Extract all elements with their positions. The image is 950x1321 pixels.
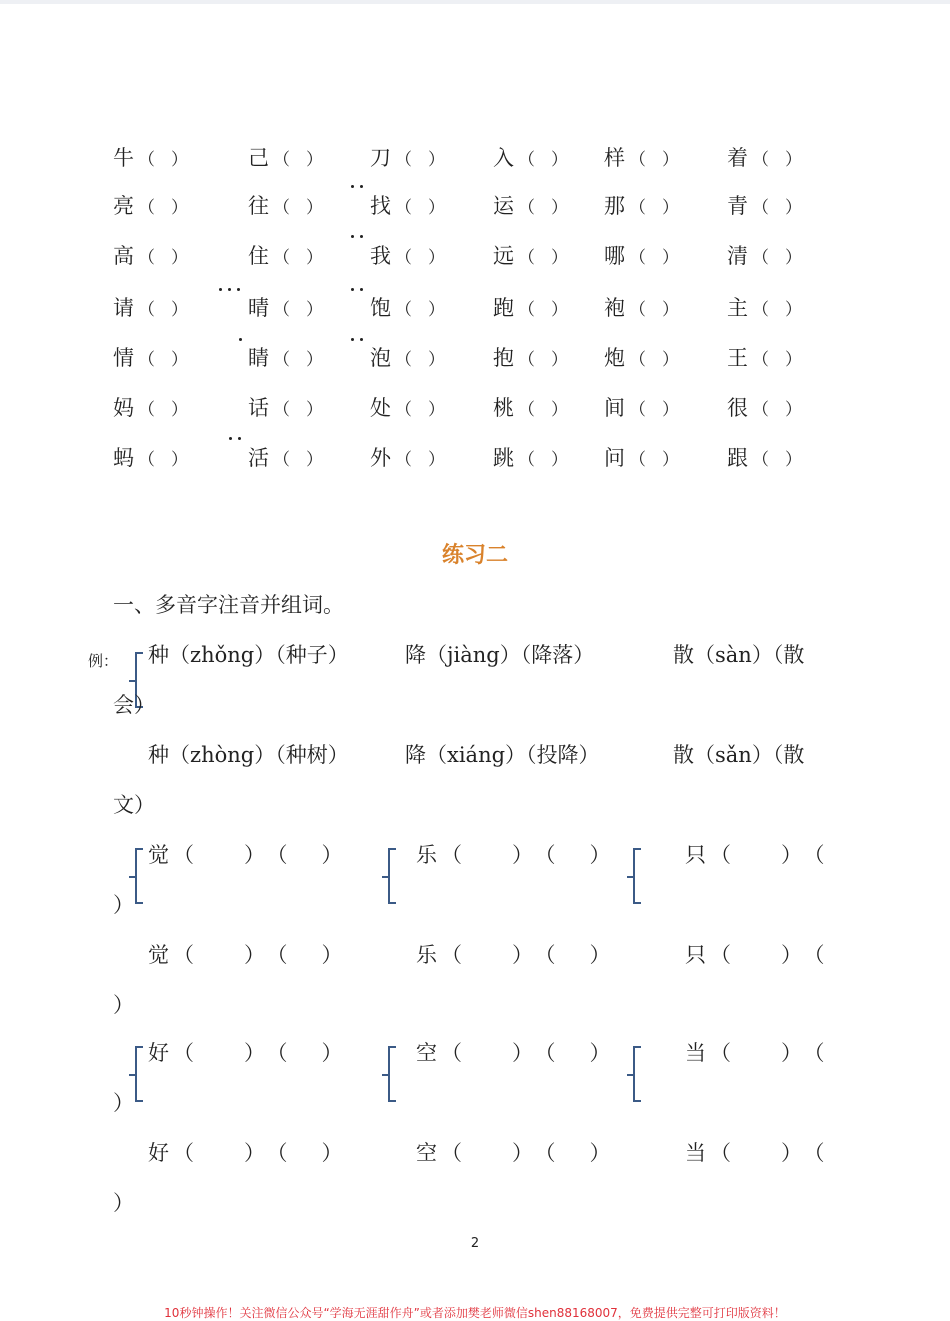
paren-open: （ (629, 198, 646, 218)
paren-close: ） (785, 150, 802, 170)
paren-open: （ (273, 248, 290, 268)
grid-cell (370, 241, 445, 273)
grid-char: 己 (248, 146, 269, 170)
grid-char: 处 (370, 396, 391, 420)
polyphone-char: 乐 (416, 943, 437, 967)
paren-open: （ (138, 350, 155, 370)
paren-close: ） (589, 843, 611, 867)
emphasis-dot (351, 235, 354, 238)
group-brace (633, 848, 645, 904)
paren-open: （ (545, 843, 556, 867)
paren-open: （ (629, 450, 646, 470)
paren-open: （ (277, 843, 288, 867)
grid-cell (493, 443, 568, 475)
paren-close: ） (662, 400, 679, 420)
emphasis-dot (351, 338, 354, 341)
emphasis-dot (229, 437, 232, 440)
paren-close: ） (428, 300, 445, 320)
grid-cell (248, 191, 323, 223)
paren-close: ） (171, 198, 188, 218)
paren-open: （ (395, 150, 412, 170)
paren-close: ） (244, 1041, 265, 1065)
paren-close: ） (321, 1141, 343, 1165)
paren-close: ） (321, 843, 343, 867)
paren-close: ） (244, 943, 265, 967)
example-label: 例： (88, 652, 119, 670)
emphasis-dot (351, 185, 354, 188)
grid-char: 外 (370, 446, 391, 470)
paren-open: （ (629, 400, 646, 420)
paren-close: ） (512, 843, 533, 867)
paren-open: （ (173, 1141, 194, 1165)
grid-char: 刀 (370, 146, 391, 170)
wrapped-paren: ） (113, 993, 134, 1017)
paren-close: ） (589, 943, 611, 967)
polyphone-char: 空 (416, 1141, 437, 1165)
paren-open: （ (441, 943, 462, 967)
emphasis-dot (360, 288, 363, 291)
paren-open: （ (518, 450, 535, 470)
footer-notice: 10秒钟操作！关注微信公众号“学海无涯甜作舟”或者添加樊老师微信shen88168007，免费提供完整可打印版资料！ (164, 1306, 786, 1320)
grid-char: 妈 (113, 396, 134, 420)
paren-close: ） (306, 248, 323, 268)
polyphone-char: 好 (148, 1141, 169, 1165)
paren-close: ） (428, 150, 445, 170)
paren-open: （ (441, 843, 462, 867)
polyphone-char: 好 (148, 1041, 169, 1065)
grid-row (0, 343, 950, 373)
paren-open: （ (273, 400, 290, 420)
polyphone-char: 觉 (148, 843, 169, 867)
grid-cell (248, 393, 323, 425)
paren-close: ） (551, 450, 568, 470)
paren-open: （ (752, 450, 769, 470)
paren-open: （ (629, 150, 646, 170)
grid-cell (370, 443, 445, 475)
grid-cell (727, 143, 802, 175)
paren-open: （ (814, 943, 825, 967)
paren-open: （ (277, 1141, 288, 1165)
grid-cell (370, 191, 445, 223)
example-row2-c: 散（sǎn）（散 (673, 743, 805, 767)
paren-close: ） (306, 450, 323, 470)
grid-char: 那 (604, 194, 625, 218)
grid-char: 饱 (370, 296, 391, 320)
paren-close: ） (428, 350, 445, 370)
paren-open: （ (518, 400, 535, 420)
emphasis-dot (237, 288, 240, 291)
paren-close: ） (306, 400, 323, 420)
grid-char: 找 (370, 194, 391, 218)
paren-close: ） (512, 1041, 533, 1065)
blank-entry (416, 840, 611, 870)
paren-close: ） (321, 1041, 343, 1065)
exercise-title: 练习二 (441, 543, 508, 568)
paren-open: （ (518, 198, 535, 218)
section-heading: 一、多音字注音并组词。 (113, 593, 344, 617)
grid-row (0, 191, 950, 221)
paren-close: ） (781, 943, 802, 967)
group-brace (633, 1046, 645, 1102)
paren-open: （ (395, 248, 412, 268)
paren-close: ） (785, 198, 802, 218)
emphasis-dot (351, 288, 354, 291)
paren-open: （ (138, 248, 155, 268)
paren-close: ） (306, 300, 323, 320)
polyphone-char: 当 (685, 1041, 706, 1065)
grid-char: 王 (727, 346, 748, 370)
grid-cell (113, 191, 188, 223)
group-brace (135, 848, 147, 904)
group-brace (135, 1046, 147, 1102)
paren-close: ） (551, 300, 568, 320)
paren-open: （ (629, 248, 646, 268)
emphasis-dot (219, 288, 222, 291)
grid-row (0, 293, 950, 323)
example-row1-c: 散（sàn）（散 (673, 643, 805, 667)
wrapped-paren: ） (113, 1091, 134, 1115)
paren-open: （ (752, 150, 769, 170)
grid-cell (604, 393, 679, 425)
paren-open: （ (138, 150, 155, 170)
paren-close: ） (551, 198, 568, 218)
paren-open: （ (629, 300, 646, 320)
grid-row (0, 393, 950, 423)
example-row2-b: 降（xiáng）（投降） (405, 743, 600, 767)
blank-entry (685, 940, 825, 970)
paren-close: ） (512, 1141, 533, 1165)
grid-row (0, 443, 950, 473)
paren-close: ） (428, 450, 445, 470)
grid-char: 青 (727, 194, 748, 218)
grid-char: 跟 (727, 446, 748, 470)
grid-cell (370, 393, 445, 425)
grid-char: 请 (113, 296, 134, 320)
grid-char: 清 (727, 244, 748, 268)
paren-open: （ (752, 248, 769, 268)
paren-close: ） (785, 248, 802, 268)
paren-open: （ (710, 843, 731, 867)
paren-open: （ (395, 450, 412, 470)
paren-close: ） (244, 1141, 265, 1165)
paren-close: ） (171, 248, 188, 268)
grid-char: 晴 (248, 296, 269, 320)
paren-open: （ (518, 248, 535, 268)
grid-char: 远 (493, 244, 514, 268)
paren-open: （ (138, 450, 155, 470)
emphasis-dot (360, 185, 363, 188)
grid-cell (493, 241, 568, 273)
grid-row (0, 241, 950, 271)
blank-entry (416, 1138, 611, 1168)
grid-cell (493, 343, 568, 375)
paren-open: （ (395, 198, 412, 218)
paren-close: ） (512, 943, 533, 967)
paren-open: （ (545, 943, 556, 967)
grid-char: 蚂 (113, 446, 134, 470)
grid-char: 跑 (493, 296, 514, 320)
paren-open: （ (441, 1041, 462, 1065)
paren-close: ） (785, 350, 802, 370)
grid-cell (370, 343, 445, 375)
grid-cell (727, 241, 802, 273)
paren-open: （ (277, 1041, 288, 1065)
paren-open: （ (138, 400, 155, 420)
example-row1-a: 种（zhǒng）（种子） (148, 643, 349, 667)
paren-close: ） (428, 248, 445, 268)
blank-entry (148, 940, 343, 970)
grid-cell (370, 143, 445, 175)
paren-close: ） (551, 350, 568, 370)
paren-close: ） (321, 943, 343, 967)
paren-close: ） (171, 350, 188, 370)
polyphone-char: 只 (685, 943, 706, 967)
paren-close: ） (428, 400, 445, 420)
grid-cell (727, 191, 802, 223)
paren-open: （ (710, 1041, 731, 1065)
blank-entry (685, 1038, 825, 1068)
grid-char: 我 (370, 244, 391, 268)
paren-open: （ (545, 1041, 556, 1065)
paren-open: （ (173, 943, 194, 967)
grid-cell (604, 241, 679, 273)
paren-open: （ (629, 350, 646, 370)
paren-open: （ (138, 198, 155, 218)
paren-close: ） (662, 350, 679, 370)
paren-open: （ (273, 300, 290, 320)
grid-cell (604, 443, 679, 475)
paren-close: ） (785, 450, 802, 470)
wrapped-paren: ） (113, 1191, 134, 1215)
grid-cell (493, 293, 568, 325)
grid-cell (113, 393, 188, 425)
polyphone-char: 觉 (148, 943, 169, 967)
grid-char: 炮 (604, 346, 625, 370)
grid-cell (493, 393, 568, 425)
emphasis-dot (360, 338, 363, 341)
emphasis-dot (360, 235, 363, 238)
grid-char: 袍 (604, 296, 625, 320)
grid-cell (604, 293, 679, 325)
paren-open: （ (752, 400, 769, 420)
grid-cell (248, 343, 323, 375)
example-row2-a: 种（zhòng）（种树） (148, 743, 349, 767)
paren-open: （ (518, 150, 535, 170)
paren-open: （ (752, 300, 769, 320)
paren-close: ） (662, 248, 679, 268)
blank-entry (148, 1038, 343, 1068)
paren-open: （ (752, 198, 769, 218)
top-border (0, 0, 950, 4)
grid-char: 样 (604, 146, 625, 170)
paren-open: （ (441, 1141, 462, 1165)
example-row1-b: 降（jiàng）（降落） (405, 643, 595, 667)
grid-cell (727, 393, 802, 425)
blank-entry (148, 840, 343, 870)
paren-open: （ (814, 1141, 825, 1165)
blank-entry (416, 1038, 611, 1068)
grid-cell (113, 443, 188, 475)
blank-entry (685, 1138, 825, 1168)
blank-entry (416, 940, 611, 970)
page-number: 2 (470, 1236, 480, 1251)
paren-close: ） (662, 150, 679, 170)
grid-char: 泡 (370, 346, 391, 370)
polyphone-char: 乐 (416, 843, 437, 867)
grid-char: 住 (248, 244, 269, 268)
grid-char: 往 (248, 194, 269, 218)
grid-char: 运 (493, 194, 514, 218)
blank-entry (148, 1138, 343, 1168)
paren-close: ） (171, 450, 188, 470)
polyphone-char: 当 (685, 1141, 706, 1165)
paren-open: （ (173, 1041, 194, 1065)
paren-close: ） (781, 1041, 802, 1065)
grid-cell (604, 143, 679, 175)
paren-open: （ (273, 198, 290, 218)
grid-cell (248, 241, 323, 273)
paren-close: ） (662, 300, 679, 320)
paren-open: （ (173, 843, 194, 867)
paren-close: ） (428, 198, 445, 218)
polyphone-char: 只 (685, 843, 706, 867)
grid-char: 睛 (248, 346, 269, 370)
grid-cell (113, 143, 188, 175)
grid-cell (370, 293, 445, 325)
paren-close: ） (306, 350, 323, 370)
grid-char: 话 (248, 396, 269, 420)
grid-char: 情 (113, 346, 134, 370)
paren-close: ） (551, 150, 568, 170)
paren-open: （ (395, 350, 412, 370)
polyphone-char: 空 (416, 1041, 437, 1065)
grid-cell (493, 191, 568, 223)
grid-char: 哪 (604, 244, 625, 268)
grid-row (0, 143, 950, 173)
paren-open: （ (395, 300, 412, 320)
paren-open: （ (273, 350, 290, 370)
paren-open: （ (710, 943, 731, 967)
paren-close: ） (781, 843, 802, 867)
paren-open: （ (138, 300, 155, 320)
grid-char: 着 (727, 146, 748, 170)
paren-open: （ (273, 150, 290, 170)
paren-close: ） (171, 150, 188, 170)
emphasis-dot (239, 338, 242, 341)
grid-cell (727, 343, 802, 375)
group-brace (388, 1046, 400, 1102)
paren-close: ） (171, 300, 188, 320)
paren-open: （ (814, 843, 825, 867)
grid-cell (493, 143, 568, 175)
grid-char: 间 (604, 396, 625, 420)
paren-close: ） (589, 1141, 611, 1165)
grid-char: 跳 (493, 446, 514, 470)
example-row1-wrap: 会） (113, 693, 155, 717)
emphasis-dot (238, 437, 241, 440)
paren-open: （ (518, 300, 535, 320)
grid-cell (113, 343, 188, 375)
emphasis-dot (228, 288, 231, 291)
grid-char: 牛 (113, 146, 134, 170)
grid-cell (248, 443, 323, 475)
paren-open: （ (277, 943, 288, 967)
grid-char: 亮 (113, 194, 134, 218)
paren-close: ） (785, 300, 802, 320)
group-brace (388, 848, 400, 904)
paren-close: ） (781, 1141, 802, 1165)
grid-cell (727, 443, 802, 475)
grid-cell (248, 143, 323, 175)
paren-close: ） (171, 400, 188, 420)
paren-open: （ (710, 1141, 731, 1165)
paren-close: ） (551, 400, 568, 420)
paren-close: ） (785, 400, 802, 420)
grid-char: 主 (727, 296, 748, 320)
grid-char: 高 (113, 244, 134, 268)
paren-open: （ (814, 1041, 825, 1065)
paren-close: ） (551, 248, 568, 268)
paren-close: ） (306, 150, 323, 170)
grid-cell (604, 191, 679, 223)
paren-open: （ (752, 350, 769, 370)
grid-cell (248, 293, 323, 325)
grid-cell (604, 343, 679, 375)
grid-char: 问 (604, 446, 625, 470)
wrapped-paren: ） (113, 893, 134, 917)
paren-close: ） (589, 1041, 611, 1065)
grid-cell (113, 293, 188, 325)
grid-char: 桃 (493, 396, 514, 420)
grid-char: 抱 (493, 346, 514, 370)
paren-close: ） (662, 198, 679, 218)
paren-open: （ (545, 1141, 556, 1165)
grid-char: 很 (727, 396, 748, 420)
paren-open: （ (273, 450, 290, 470)
paren-open: （ (395, 400, 412, 420)
blank-entry (685, 840, 825, 870)
paren-close: ） (662, 450, 679, 470)
grid-cell (727, 293, 802, 325)
grid-cell (113, 241, 188, 273)
grid-char: 活 (248, 446, 269, 470)
paren-open: （ (518, 350, 535, 370)
grid-char: 入 (493, 146, 514, 170)
paren-close: ） (244, 843, 265, 867)
paren-close: ） (306, 198, 323, 218)
example-row2-wrap: 文） (113, 793, 155, 817)
